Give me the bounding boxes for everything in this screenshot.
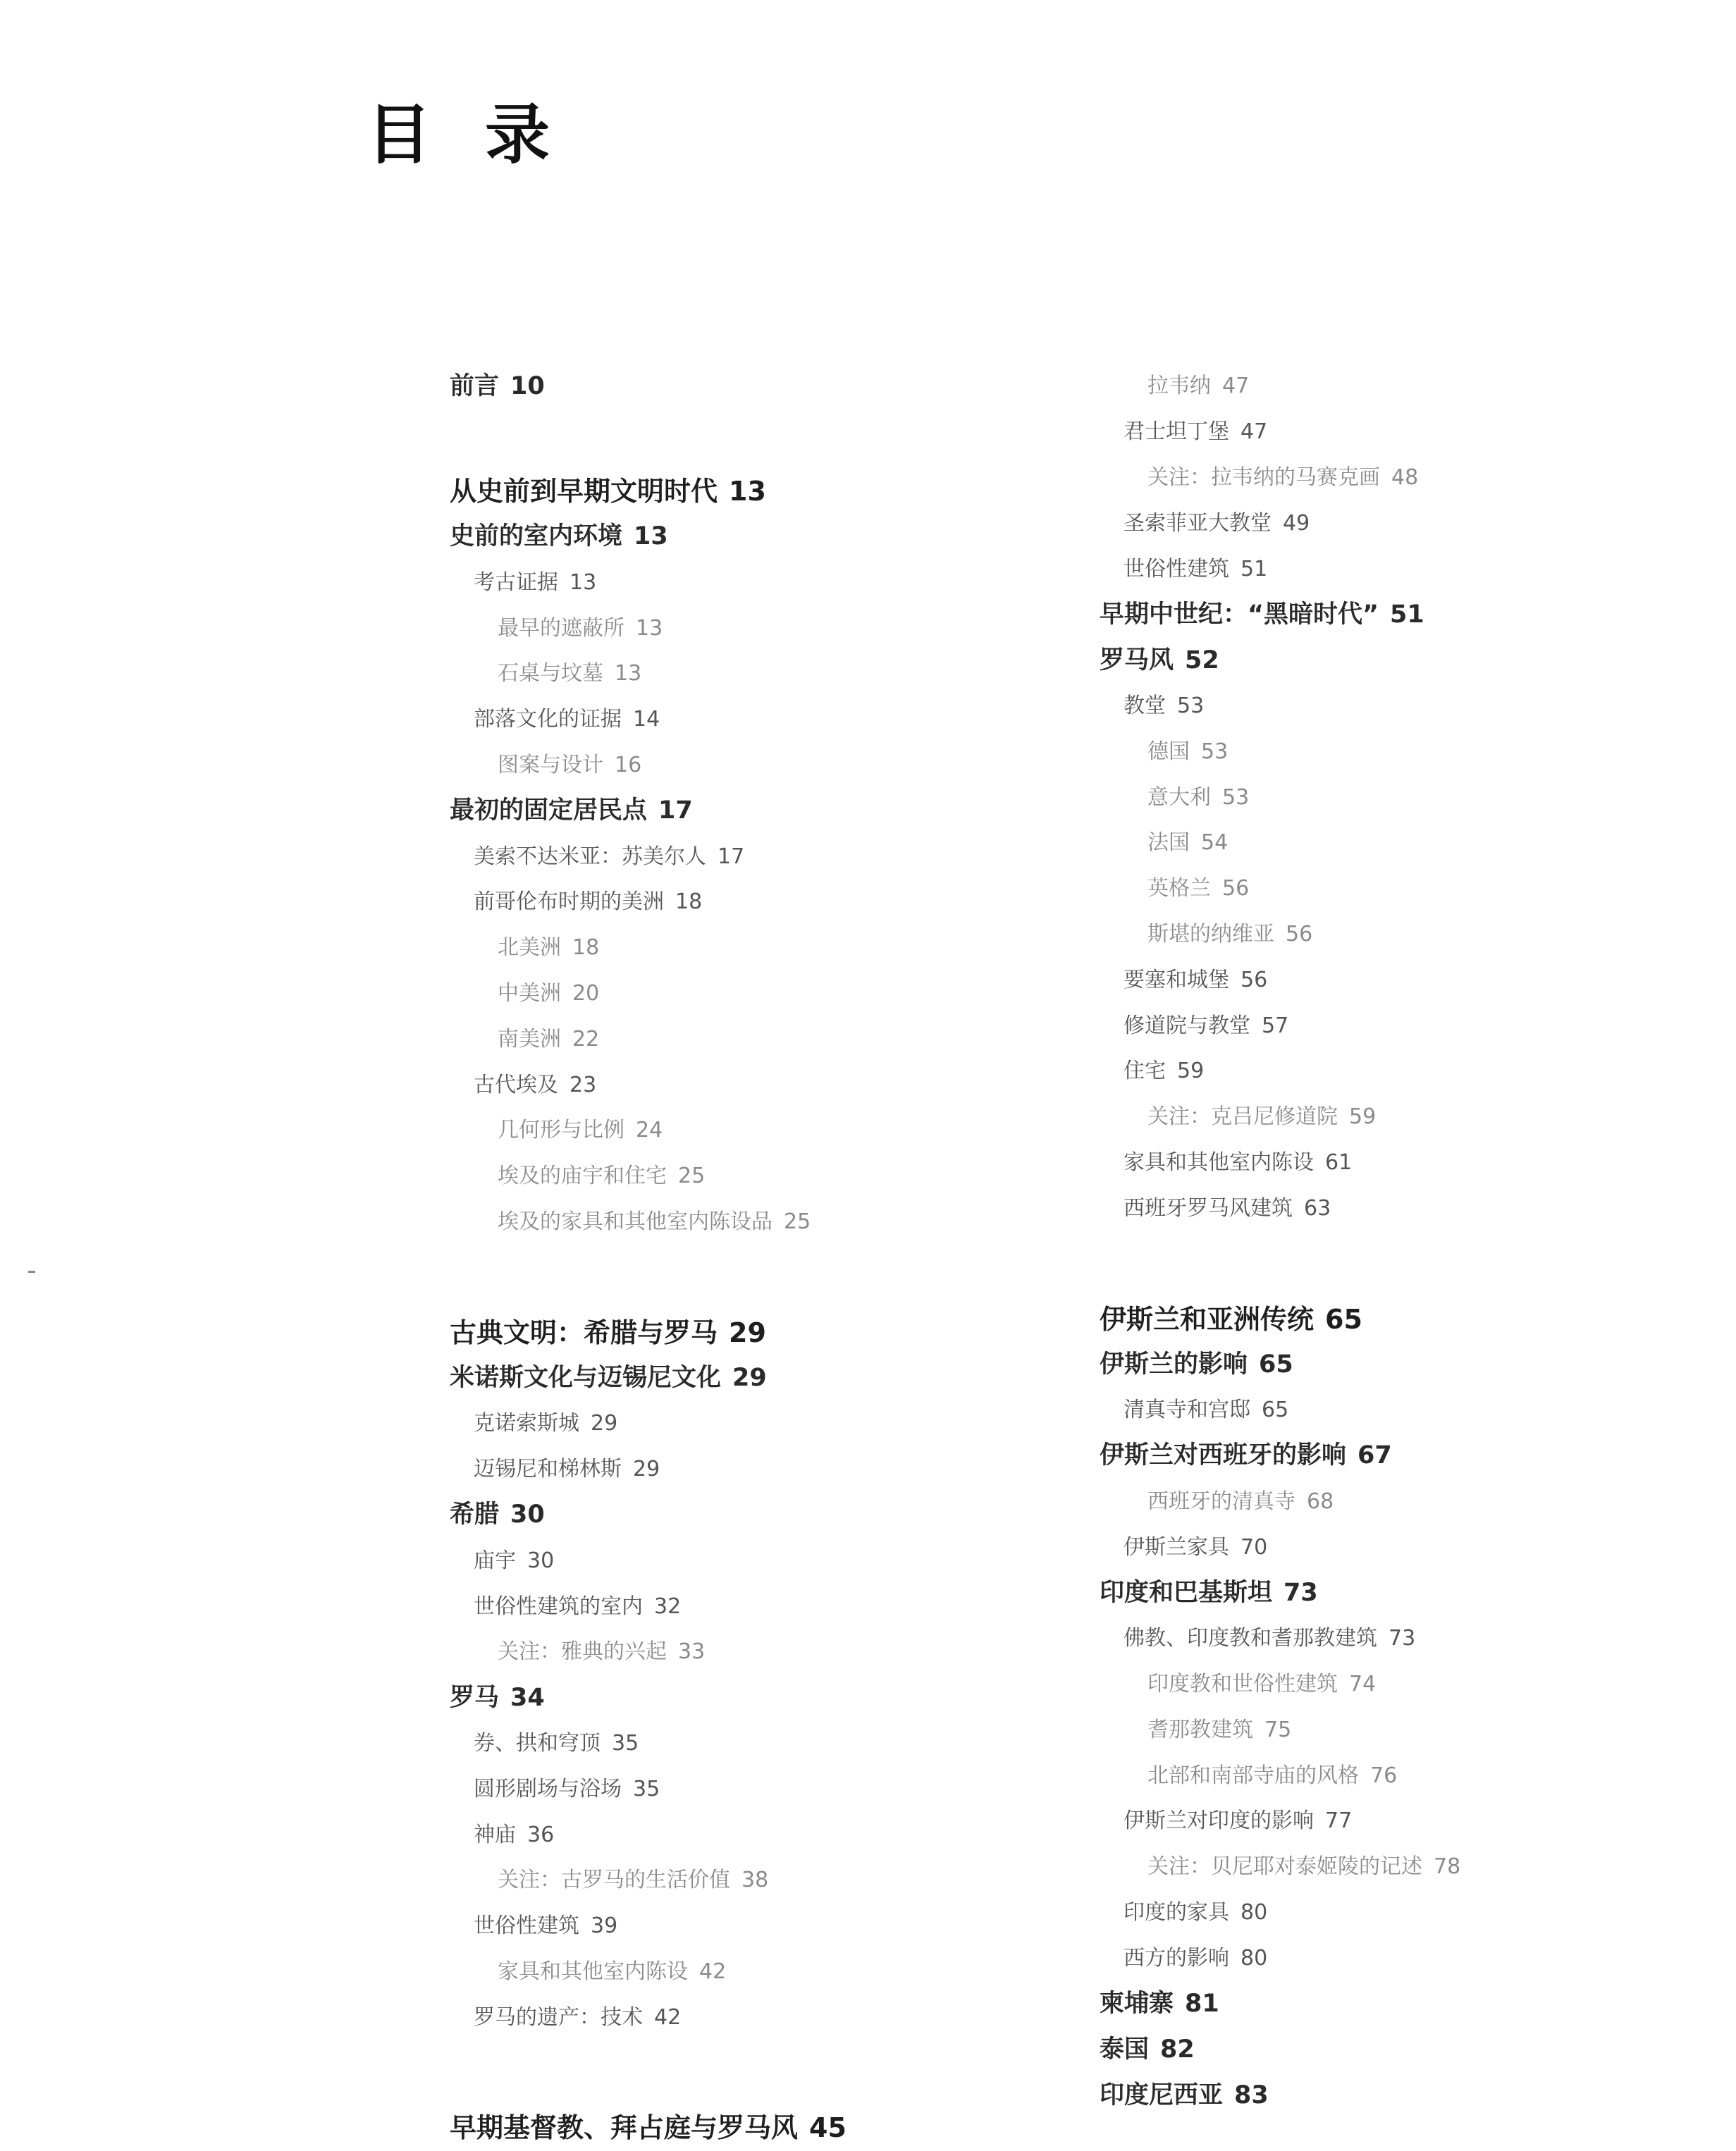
toc-entry-title: 古典文明：希腊与罗马 [450, 1317, 718, 1348]
toc-entry-page: 83 [1234, 2081, 1269, 2109]
toc-entry [450, 560, 1155, 605]
toc-entry-title: 南美洲 [498, 1026, 561, 1052]
toc-entry-page: 76 [1370, 1763, 1398, 1788]
toc-entry [1100, 1570, 1736, 1616]
toc-entry [450, 469, 1155, 514]
toc-entry-page: 56 [1241, 967, 1268, 992]
toc-entry-title: 石桌与坟墓 [498, 661, 603, 686]
toc-entry-title: 拉韦纳 [1147, 374, 1211, 399]
toc-entry [1100, 729, 1736, 775]
toc-entry-page: 35 [612, 1730, 639, 1756]
toc-entry [450, 1016, 1155, 1062]
toc-entry-page: 29 [591, 1411, 618, 1436]
toc-entry-title: 北美洲 [498, 935, 561, 961]
toc-entry-page: 29 [729, 1317, 766, 1348]
toc-entry [1100, 1890, 1736, 1936]
toc-entry-title: 德国 [1147, 739, 1190, 764]
toc-entry-page: 70 [1241, 1534, 1268, 1560]
toc-entry-page: 53 [1201, 739, 1229, 764]
toc-entry-title: 要塞和城堡 [1124, 967, 1229, 992]
toc-entry [450, 1401, 1155, 1447]
toc-entry [450, 514, 1155, 560]
toc-entry-page: 63 [1304, 1195, 1331, 1221]
toc-entry [450, 971, 1155, 1017]
toc-entry [450, 1766, 1155, 1812]
toc-entry-page: 33 [678, 1639, 706, 1665]
toc-entry-page: 45 [809, 2112, 847, 2144]
toc-entry-page: 73 [1283, 1578, 1318, 1607]
toc-entry-title: 关注：雅典的兴起 [498, 1639, 667, 1665]
toc-entry-title: 中美洲 [498, 980, 561, 1006]
toc-entry-title: 伊斯兰对西班牙的影响 [1100, 1441, 1347, 1470]
toc-entry [450, 1447, 1155, 1493]
toc-entry-title: 迈锡尼和梯林斯 [474, 1457, 622, 1482]
toc-entry-page: 67 [1358, 1441, 1392, 1470]
toc-entry-title: 伊斯兰对印度的影响 [1124, 1808, 1314, 1834]
toc-entry [1100, 1140, 1736, 1186]
toc-entry-page: 20 [572, 980, 600, 1006]
toc-entry-title: 古代埃及 [474, 1072, 558, 1097]
toc-entry-page: 51 [1390, 600, 1424, 629]
toc-entry [1100, 2027, 1736, 2073]
toc-entry [450, 1200, 1155, 1245]
toc-entry-title: 家具和其他室内陈设 [1124, 1150, 1314, 1175]
toc-entry [1100, 1981, 1736, 2027]
toc-entry-title: 泰国 [1100, 2035, 1150, 2064]
toc-entry-title: 罗马的遗产：技术 [474, 2004, 643, 2030]
toc-entry-page: 29 [633, 1457, 660, 1482]
toc-entry [450, 1949, 1155, 1995]
toc-entry [450, 1108, 1155, 1154]
toc-entry [450, 364, 1155, 409]
toc-entry [1100, 500, 1736, 546]
toc-entry-title: 君士坦丁堡 [1124, 419, 1229, 445]
toc-entry-title: 伊斯兰家具 [1124, 1534, 1229, 1560]
toc-entry [1100, 1388, 1736, 1434]
toc-entry-page: 32 [654, 1594, 682, 1619]
toc-entry-page: 65 [1259, 1350, 1293, 1379]
toc-entry-title: 修道院与教堂 [1124, 1013, 1250, 1038]
toc-entry-page: 24 [636, 1118, 663, 1143]
toc-entry [450, 1355, 1155, 1401]
toc-entry [1100, 1003, 1736, 1049]
toc-entry [1100, 592, 1736, 638]
toc-entry-page: 10 [510, 371, 545, 400]
toc-entry [450, 1995, 1155, 2040]
toc-entry [1100, 1049, 1736, 1095]
toc-entry [1100, 1342, 1736, 1388]
toc-entry-page: 13 [636, 615, 663, 641]
toc-entry [1100, 409, 1736, 455]
toc-entry-page: 13 [615, 661, 642, 686]
toc-entry [450, 1309, 1155, 1355]
toc-entry [450, 788, 1155, 834]
toc-entry-page: 42 [654, 2004, 682, 2030]
toc-entry-title: 世俗性建筑的室内 [474, 1594, 643, 1619]
toc-entry-title: 柬埔寨 [1100, 1989, 1174, 2018]
toc-entry-title: 图案与设计 [498, 752, 603, 777]
toc-entry-title: 北部和南部寺庙的风格 [1147, 1763, 1359, 1788]
toc-entry-title: 西班牙罗马风建筑 [1124, 1195, 1293, 1221]
toc-entry [1100, 684, 1736, 729]
toc-entry-page: 82 [1160, 2035, 1195, 2064]
toc-entry-title: 世俗性建筑 [474, 1913, 579, 1939]
toc-entry-page: 30 [510, 1500, 545, 1529]
toc-entry-page: 47 [1222, 374, 1250, 399]
toc-entry-title: 关注：拉韦纳的马赛克画 [1147, 464, 1380, 490]
toc-entry-page: 25 [784, 1209, 811, 1234]
toc-entry [1100, 1479, 1736, 1524]
toc-entry-page: 47 [1241, 419, 1268, 445]
toc-entry [1100, 2073, 1736, 2119]
toc-entry [450, 1493, 1155, 1539]
toc-entry-page: 13 [634, 522, 668, 551]
toc-entry [450, 880, 1155, 925]
toc-entry [1100, 1185, 1736, 1231]
toc-entry [450, 1154, 1155, 1200]
toc-entry-page: 75 [1264, 1717, 1292, 1742]
page-title: 目 录 [367, 97, 566, 173]
toc-entry [450, 1629, 1155, 1675]
toc-entry-page: 52 [1185, 646, 1219, 674]
toc-entry-title: 住宅 [1124, 1059, 1166, 1084]
toc-entry-title: 庙宇 [474, 1548, 516, 1573]
toc-entry-page: 48 [1391, 464, 1419, 490]
toc-entry [1100, 820, 1736, 866]
toc-entry [1100, 1707, 1736, 1753]
toc-entry-title: 美索不达米亚：苏美尔人 [474, 844, 706, 869]
toc-entry-page: 54 [1201, 830, 1229, 856]
toc-entry-page: 13 [729, 476, 766, 507]
toc-entry [450, 743, 1155, 789]
toc-entry-page: 73 [1389, 1626, 1416, 1651]
toc-entry-page: 38 [741, 1868, 769, 1893]
toc-entry-page: 34 [510, 1683, 545, 1712]
toc-entry-title: 家具和其他室内陈设 [498, 1959, 688, 1984]
toc-entry-page: 53 [1222, 784, 1250, 810]
toc-entry-title: 从史前到早期文明时代 [450, 476, 718, 507]
toc-entry [1100, 1662, 1736, 1708]
toc-entry [450, 1904, 1155, 1949]
toc-entry-page: 17 [718, 844, 745, 869]
toc-entry-page: 18 [572, 935, 600, 961]
toc-entry-title: 印度教和世俗性建筑 [1147, 1671, 1338, 1696]
toc-entry [450, 834, 1155, 880]
toc-entry-page: 59 [1349, 1104, 1377, 1130]
toc-entry-title: 伊斯兰的影响 [1100, 1350, 1248, 1379]
toc-entry-title: 罗马风 [1100, 646, 1174, 674]
toc-entry-title: 斯堪的纳维亚 [1147, 921, 1274, 947]
toc-entry [1100, 775, 1736, 820]
toc-entry [450, 2105, 1155, 2151]
toc-entry-page: 74 [1349, 1671, 1377, 1696]
toc-entry [450, 1721, 1155, 1767]
toc-entry-page: 81 [1185, 1989, 1219, 2018]
toc-entry [1100, 1799, 1736, 1844]
toc-entry [450, 925, 1155, 971]
toc-entry-page: 36 [527, 1822, 555, 1847]
toc-entry-title: 印度的家具 [1124, 1899, 1229, 1925]
toc-entry-page: 59 [1177, 1059, 1205, 1084]
toc-entry [1100, 455, 1736, 501]
toc-entry-title: 希腊 [450, 1500, 500, 1529]
toc-entry-page: 18 [675, 889, 703, 915]
toc-entry [450, 697, 1155, 743]
toc-entry-title: 埃及的家具和其他室内陈设品 [498, 1209, 772, 1234]
toc-entry-title: 法国 [1147, 830, 1190, 856]
toc-entry-page: 77 [1325, 1808, 1353, 1834]
toc-entry-page: 80 [1241, 1899, 1268, 1925]
toc-entry-title: 印度尼西亚 [1100, 2081, 1224, 2109]
toc-entry-page: 16 [615, 752, 642, 777]
toc-entry-title: 耆那教建筑 [1147, 1717, 1253, 1742]
toc-entry-title: 券、拱和穹顶 [474, 1730, 601, 1756]
toc-entry [450, 1584, 1155, 1629]
toc-entry [450, 1858, 1155, 1904]
toc-entry-title: 世俗性建筑 [1124, 556, 1229, 581]
toc-entry [1100, 546, 1736, 592]
toc-entry-title: 关注：克吕尼修道院 [1147, 1104, 1338, 1130]
toc-entry-title: 西班牙的清真寺 [1147, 1489, 1295, 1514]
toc-entry-title: 埃及的庙宇和住宅 [498, 1164, 667, 1189]
toc-entry [1100, 1753, 1736, 1799]
toc-entry [1100, 1296, 1736, 1342]
toc-entry-page: 68 [1307, 1489, 1334, 1514]
toc-right-column [1100, 364, 1736, 2118]
toc-entry-page: 13 [570, 569, 597, 595]
toc-entry-title: 几何形与比例 [498, 1118, 624, 1143]
toc-entry-title: 前言 [450, 371, 500, 400]
toc-entry-page: 61 [1325, 1150, 1353, 1175]
toc-entry-title: 史前的室内环境 [450, 522, 623, 551]
toc-entry [450, 1675, 1155, 1721]
toc-entry [450, 651, 1155, 697]
toc-entry-title: 早期基督教、拜占庭与罗马风 [450, 2112, 799, 2144]
toc-entry-page: 49 [1283, 510, 1310, 536]
toc-entry-title: 米诺斯文化与迈锡尼文化 [450, 1364, 722, 1393]
toc-entry-title: 意大利 [1147, 784, 1211, 810]
toc-entry-title: 教堂 [1124, 693, 1166, 718]
toc-entry-title: 考古证据 [474, 569, 558, 595]
toc-entry-page: 56 [1222, 876, 1250, 901]
toc-entry [1100, 1935, 1736, 1981]
toc-entry-page: 78 [1434, 1854, 1461, 1880]
toc-entry [1100, 957, 1736, 1003]
toc-entry-page: 80 [1241, 1945, 1268, 1971]
toc-entry-page: 51 [1241, 556, 1268, 581]
toc-entry-page: 42 [699, 1959, 727, 1984]
toc-entry-page: 30 [527, 1548, 555, 1573]
toc-entry [1100, 912, 1736, 958]
toc-entry-title: 关注：贝尼耶对泰姬陵的记述 [1147, 1854, 1422, 1880]
toc-entry [1100, 1095, 1736, 1140]
toc-entry-title: 早期中世纪：“黑暗时代” [1100, 600, 1379, 629]
toc-entry-title: 佛教、印度教和耆那教建筑 [1124, 1626, 1377, 1651]
toc-entry [450, 605, 1155, 651]
toc-entry-title: 清真寺和宫邸 [1124, 1398, 1250, 1423]
toc-entry [450, 1538, 1155, 1584]
toc-entry-title: 克诺索斯城 [474, 1411, 579, 1436]
toc-entry-page: 65 [1262, 1398, 1289, 1423]
toc-entry-title: 英格兰 [1147, 876, 1211, 901]
toc-entry-page: 29 [732, 1364, 767, 1393]
toc-entry-title: 最早的遮蔽所 [498, 615, 624, 641]
toc-entry-title: 圆形剧场与浴场 [474, 1776, 622, 1801]
toc-entry-page: 14 [633, 707, 660, 732]
toc-entry-title: 罗马 [450, 1683, 500, 1712]
toc-left-column [450, 364, 1155, 2151]
toc-entry-title: 西方的影响 [1124, 1945, 1229, 1971]
toc-entry [450, 1812, 1155, 1858]
toc-entry-page: 39 [591, 1913, 618, 1939]
toc-entry-title: 印度和巴基斯坦 [1100, 1578, 1273, 1607]
toc-entry-page: 17 [658, 796, 693, 825]
toc-entry-title: 关注：古罗马的生活价值 [498, 1868, 730, 1893]
toc-entry-page: 22 [572, 1026, 600, 1052]
toc-entry [450, 1062, 1155, 1108]
toc-entry [1100, 1616, 1736, 1662]
toc-entry-title: 部落文化的证据 [474, 707, 622, 732]
toc-entry-page: 25 [678, 1164, 706, 1189]
toc-entry-page: 53 [1177, 693, 1205, 718]
toc-entry-title: 前哥伦布时期的美洲 [474, 889, 664, 915]
toc-entry-page: 35 [633, 1776, 660, 1801]
toc-entry [1100, 638, 1736, 684]
toc-entry-page: 65 [1325, 1303, 1362, 1335]
toc-entry-title: 最初的固定居民点 [450, 796, 648, 825]
toc-entry-page: 56 [1286, 921, 1313, 947]
toc-entry [1100, 866, 1736, 912]
toc-entry-page: 23 [570, 1072, 597, 1097]
toc-entry [1100, 1524, 1736, 1570]
margin-mark [28, 1271, 35, 1273]
toc-entry [1100, 364, 1736, 409]
toc-entry [1100, 1434, 1736, 1479]
toc-entry-title: 伊斯兰和亚洲传统 [1100, 1303, 1315, 1335]
toc-entry-title: 神庙 [474, 1822, 516, 1847]
toc-entry-page: 57 [1262, 1013, 1289, 1038]
toc-entry-title: 圣索菲亚大教堂 [1124, 510, 1272, 536]
toc-entry [1100, 1844, 1736, 1890]
